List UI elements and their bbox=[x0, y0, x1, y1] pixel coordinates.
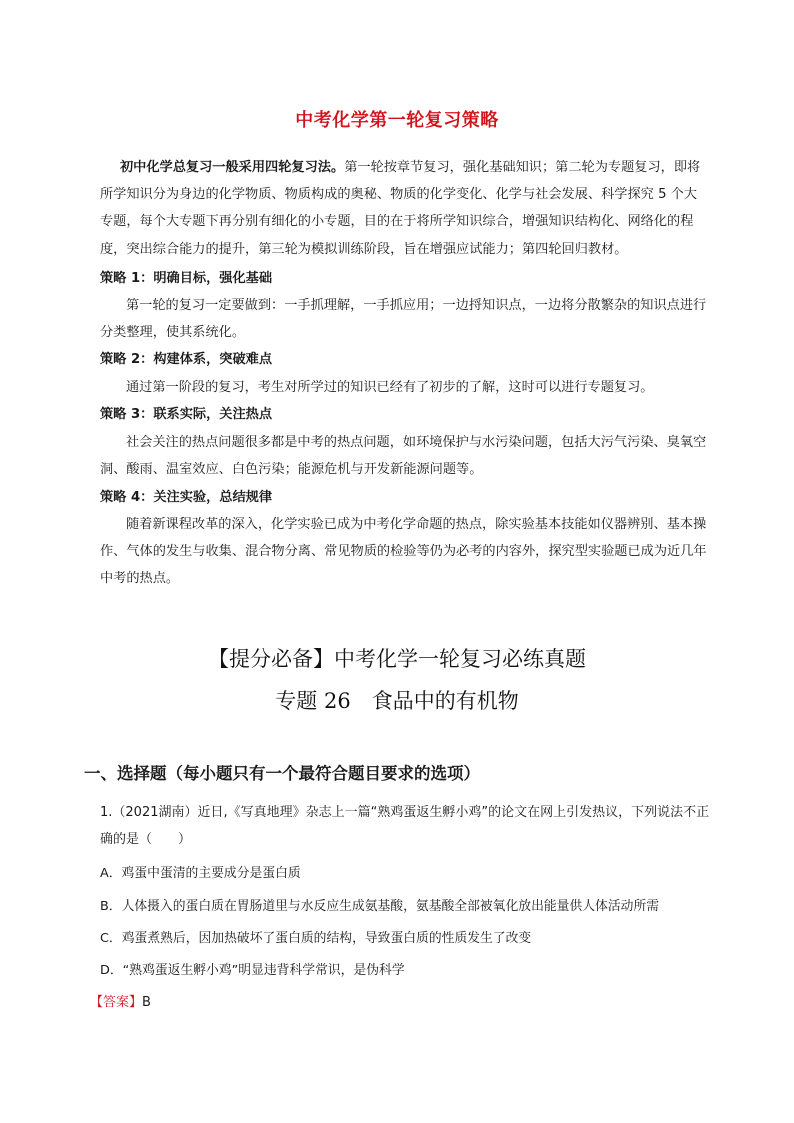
question-1-option-a: A．鸡蛋中蛋清的主要成分是蛋白质 bbox=[100, 866, 301, 881]
intro-lead: 初中化学总复习一般采用四轮复习法。 bbox=[120, 160, 345, 175]
question-1-option-b: B．人体摄入的蛋白质在胃肠道里与水反应生成氨基酸，氨基酸全部被氧化放出能量供人体活动所需 bbox=[100, 899, 660, 914]
section-heading: 一、选择题（每小题只有一个最符合题目要求的选项） bbox=[84, 764, 480, 783]
question-1-option-c: C．鸡蛋煮熟后，因加热破坏了蛋白质的结构，导致蛋白质的性质发生了改变 bbox=[100, 931, 532, 946]
intro-body: 第一轮按章节复习，强化基础知识；第二轮为专题复习，即将所学知识分为身边的化学物质、物质构成的奥秘、物质的化学变化、化学与社会发展、科学探究 5 个大专题，每个大专题下再分别有细化的小专题，目的在于将所学知识综合，增强知识结构化、网络化的程度，突出综合能力的提升，第三轮为模拟训练阶段，旨在增强应试能力；第四轮回归教材。 bbox=[100, 160, 701, 257]
strategy-2-heading: 策略 2：构建体系，突破难点 bbox=[100, 352, 273, 367]
answer-value: B bbox=[142, 995, 151, 1010]
strategy-3-heading: 策略 3：联系实际，关注热点 bbox=[100, 407, 273, 422]
strategy-3-text: 社会关注的热点问题很多都是中考的热点问题，如环境保护与水污染问题，包括大污气污染、臭氧空洞、酸雨、温室效应、白色污染；能源危机与开发新能源问题等。 bbox=[100, 435, 707, 478]
question-1-answer bbox=[90, 989, 700, 1016]
question-1-option-d: D．“熟鸡蛋返生孵小鸡”明显违背科学常识，是伪科学 bbox=[100, 963, 405, 978]
strategy-1-text: 第一轮的复习一定要做到：一手抓理解，一手抓应用；一边捋知识点，一边将分散繁杂的知识点进行分类整理，使其系统化。 bbox=[100, 298, 707, 341]
intro-paragraph bbox=[100, 154, 710, 263]
exam-title-line1: 【提分必备】中考化学一轮复习必练真题 bbox=[208, 647, 586, 671]
strategy-4-text: 随着新课程改革的深入，化学实验已成为中考化学命题的热点，除实验基本技能如仪器辨别、基本操作、气体的发生与收集、混合物分离、常见物质的检验等仍为必考的内容外，探究型实验题已成为近几年中考的热点。 bbox=[100, 517, 707, 587]
question-1-stem: 1.（2021湖南）近日,《写真地理》杂志上一篇“熟鸡蛋返生孵小鸡”的论文在网上引发热议，下列说法不正确的是（ ） bbox=[100, 805, 710, 847]
exam-title-line2: 专题 26 食品中的有机物 bbox=[275, 689, 519, 713]
strategy-1-heading: 策略 1：明确目标，强化基础 bbox=[100, 271, 273, 286]
strategy-4-heading: 策略 4：关注实验，总结规律 bbox=[100, 490, 273, 505]
document-title: 中考化学第一轮复习策略 bbox=[295, 110, 499, 131]
strategy-2-text: 通过第一阶段的复习，考生对所学过的知识已经有了初步的了解，这时可以进行专题复习。 bbox=[126, 380, 654, 395]
answer-label: 【答案】 bbox=[90, 995, 143, 1010]
